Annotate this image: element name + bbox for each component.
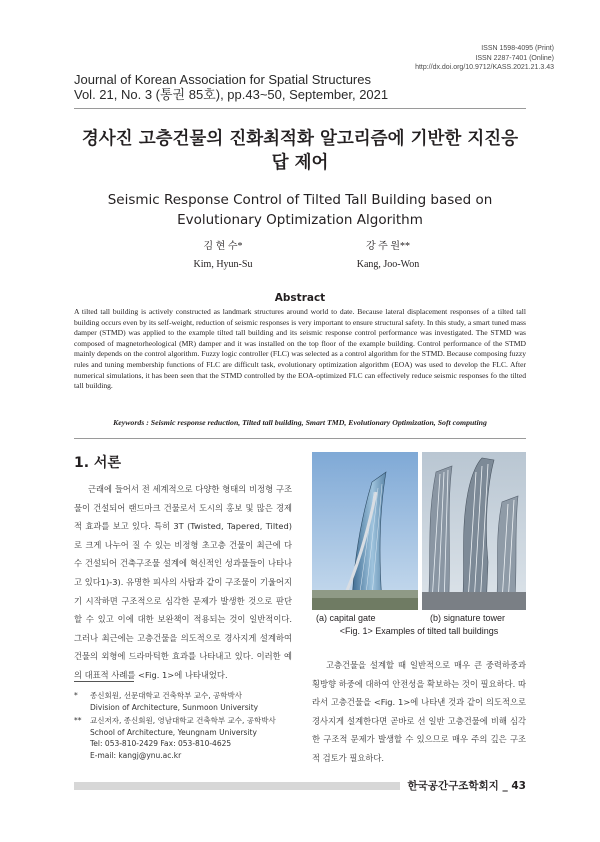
footnote-1-line2: Division of Architecture, Sunmoon University <box>90 702 259 712</box>
figure-caption-b: (b) signature tower <box>430 613 506 623</box>
issn-online: ISSN 2287-7401 (Online) <box>475 54 554 62</box>
author-1 <box>153 238 293 274</box>
abstract-heading: Abstract <box>274 292 326 304</box>
paragraph-second: 고층건물을 설계할 때 일반적으로 매우 큰 중력하중과 횡방향 하중에 대하여 안전성을 확보하는 것이 필요하다. 따라서 고층건물을 <Fig. 1>에 나타낸 것과 같이 의도적으로 경사지게 설계한다면 곧바로 선 일반 고층건물에 비해 심각한 구조적 문제가 발생할 수 있으므로 매우 주의 깊은 구조적 검토가 필요하다. <box>312 660 526 763</box>
footnote-2-mark: ** <box>74 716 82 726</box>
section-heading: 1. 서론 <box>74 455 121 471</box>
footnote-1 <box>74 690 300 713</box>
capital-gate-photo <box>312 452 418 610</box>
figure-title: <Fig. 1> Examples of tilted tall buildings <box>339 626 499 636</box>
author-1-english: Kim, Hyun-Su <box>193 259 253 270</box>
journal-header <box>74 72 388 102</box>
doi-link[interactable]: http://dx.doi.org/10.9712/KASS.2021.21.3.43 <box>415 64 554 71</box>
title-english: Seismic Response Control of Tilted Tall Building based on Evolutionary Optimization Algorithm <box>107 192 493 228</box>
footnote-2-line3: Tel: 053-810-2429 Fax: 053-810-4625 <box>90 739 232 749</box>
author-2-english: Kang, Joo-Won <box>356 259 420 270</box>
footnote-2-line4[interactable]: E-mail: kangj@ynu.ac.kr <box>90 750 182 760</box>
footer-separator: _ <box>498 780 512 792</box>
figure-caption-a: (a) capital gate <box>316 613 376 623</box>
issn-block <box>415 44 554 73</box>
footnote-1-line1: 종신회원, 선문대학교 건축학부 교수, 공학박사 <box>90 691 242 700</box>
footnote-divider <box>74 681 134 682</box>
volume-line: Vol. 21, No. 3 (통권 85호), pp.43~50, September, 2021 <box>74 87 389 102</box>
author-2 <box>318 238 458 274</box>
footnote-2-line1: 교신저자, 종신회원, 영남대학교 건축학부 교수, 공학박사 <box>90 716 276 726</box>
abstract-divider <box>74 438 526 439</box>
footnote-2 <box>74 715 300 761</box>
paragraph-intro: 근래에 들어서 전 세계적으로 다양한 형태의 비정형 구조물이 건설되어 랜드마크 건물로서 도시의 홍보 및 많은 경제적 효과를 보고 있다. 특히 3T (Twisted, Tapered, Tilted)로 크게 나누어 질 수 있는 비정형 초고층 건물이 최근에 다수 건설되어 건축구조물 설계에 혁신적인 성과물들이 나타나고 있다1)-3). 유명한 피사의 사탑과 같이 구조물이 기울어지기 시작하면 구조적으로 심각한 문제가 발생한 것으로 판단할 수 있고 이에 대한 보완책이 적용되는 것이 일반적이다. 그러나 최근에는 고층건물을 의도적으로 경사지게 설계하여 건물의 외형에 드라마틱한 효과를 나타내고 있다. 이러한 예의 대표적 사례를 <Fig. 1>에 나타내었다. <box>74 484 292 680</box>
header-divider <box>74 108 526 109</box>
author-2-korean: 강 주 원** <box>366 241 410 252</box>
signature-tower-photo <box>422 452 526 610</box>
page-footer <box>400 778 526 793</box>
author-1-korean: 김 현 수* <box>203 241 243 252</box>
keywords: Keywords : Seismic response reduction, Tilted tall building, Smart TMD, Evolutionary Optimization, Soft computing <box>113 418 487 427</box>
issn-print: ISSN 1598-4095 (Print) <box>481 45 554 52</box>
abstract-text: A tilted tall building is actively constructed as landmark structures around world to date. Because lateral displacement responses of a tilted tall building occurs even by its self-weight, reduction of seismic responses is very important to ensure structural safety. In this study, a smart tuned mass damper (STMD) was applied to the example tilted tall building and its seismic response control performance was investigated. The STMD was composed of magnetorheological (MR) damper and it was installed on the top floor of the example building. Control performance of the STMD mainly depends on the control algorithm. Fuzzy logic controller (FLC) was selected as a control algorithm for the STMD. Because composing fuzzy rules and tuning membership functions of FLC are difficult task, evolutionary optimization algorithm (EOA) was used to develop the FLC. After numerical simulations, it has been seen that the STMD controlled by the EOA-optimized FLC can effectively reduce seismic responses fo the tilted tall building. <box>74 307 526 391</box>
body-right-column <box>312 656 526 768</box>
journal-name: Journal of Korean Association for Spatial Structures <box>74 72 371 87</box>
title-korean: 경사진 고층건물의 진화최적화 알고리즘에 기반한 지진응답 제어 <box>81 129 519 173</box>
footer-journal: 한국공간구조학회지 <box>407 780 499 792</box>
body-left-column <box>74 480 292 685</box>
footnote-2-line2: School of Architecture, Yeungnam University <box>90 727 257 737</box>
footnotes <box>74 690 300 764</box>
footnote-1-mark: * <box>74 691 78 700</box>
page-number: 43 <box>511 780 526 792</box>
